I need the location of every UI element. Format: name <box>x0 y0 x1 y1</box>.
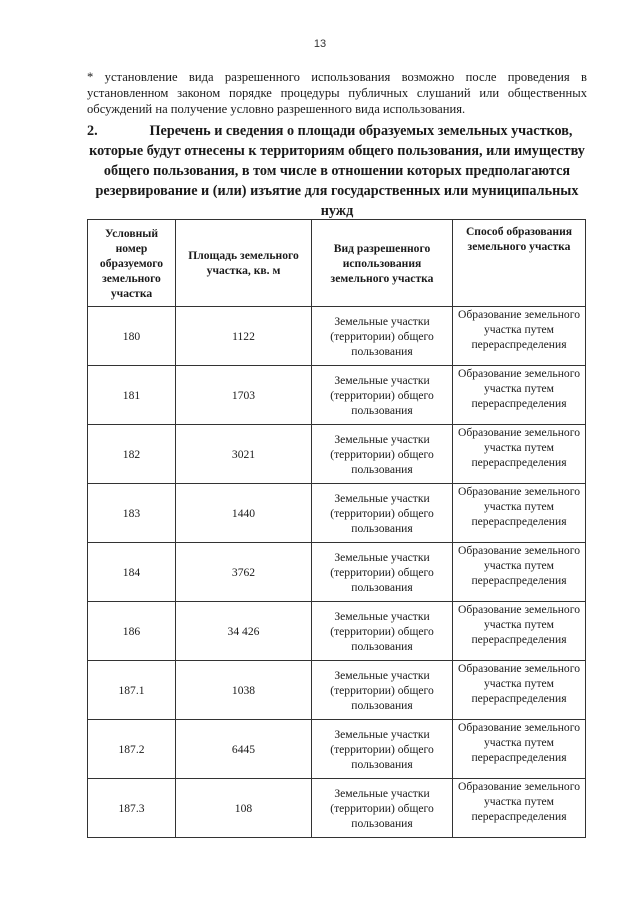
area-cell: 6445 <box>176 720 312 779</box>
parcel-number-cell: 187.3 <box>88 779 176 838</box>
table-row <box>88 661 586 720</box>
parcel-number-cell: 182 <box>88 425 176 484</box>
area-cell: 34 426 <box>176 602 312 661</box>
formation-method-cell: Образование земельного участка путем перераспределения <box>453 720 586 779</box>
section-heading <box>87 121 587 221</box>
parcel-number-cell: 186 <box>88 602 176 661</box>
formation-method-cell: Образование земельного участка путем перераспределения <box>453 425 586 484</box>
parcel-number-cell: 187.2 <box>88 720 176 779</box>
formation-method-cell: Образование земельного участка путем перераспределения <box>453 543 586 602</box>
parcels-table <box>87 219 586 838</box>
parcel-number-cell: 181 <box>88 366 176 425</box>
table-row <box>88 543 586 602</box>
permitted-use-cell: Земельные участки (территории) общего пользования <box>312 779 453 838</box>
permitted-use-cell: Земельные участки (территории) общего пользования <box>312 720 453 779</box>
parcel-number-cell: 180 <box>88 307 176 366</box>
table-row <box>88 425 586 484</box>
permitted-use-cell: Земельные участки (территории) общего пользования <box>312 661 453 720</box>
table-header-row <box>88 220 586 307</box>
formation-method-cell: Образование земельного участка путем перераспределения <box>453 484 586 543</box>
header-parcel-number: Условный номер образуемого земельного участка <box>88 220 176 307</box>
permitted-use-cell: Земельные участки (территории) общего пользования <box>312 484 453 543</box>
formation-method-cell: Образование земельного участка путем перераспределения <box>453 779 586 838</box>
table-row <box>88 720 586 779</box>
formation-method-cell: Образование земельного участка путем перераспределения <box>453 661 586 720</box>
section-number: 2. <box>87 123 98 139</box>
table-body <box>88 307 586 838</box>
area-cell: 1038 <box>176 661 312 720</box>
area-cell: 1440 <box>176 484 312 543</box>
table-row <box>88 779 586 838</box>
page-number: 13 <box>313 38 327 50</box>
header-area: Площадь земельного участка, кв. м <box>176 220 312 307</box>
table-row <box>88 484 586 543</box>
formation-method-cell: Образование земельного участка путем перераспределения <box>453 602 586 661</box>
parcel-number-cell: 187.1 <box>88 661 176 720</box>
permitted-use-cell: Земельные участки (территории) общего пользования <box>312 307 453 366</box>
permitted-use-cell: Земельные участки (территории) общего пользования <box>312 366 453 425</box>
permitted-use-cell: Земельные участки (территории) общего пользования <box>312 425 453 484</box>
table-row <box>88 602 586 661</box>
footnote: * установление вида разрешенного использования возможно после проведения в установленном законом порядке процедуры публичных слушаний или общественных обсуждений на получение условно разрешенного вида использования. <box>87 70 587 116</box>
table-row <box>88 307 586 366</box>
area-cell: 1703 <box>176 366 312 425</box>
parcel-number-cell: 183 <box>88 484 176 543</box>
header-permitted-use: Вид разрешенного использования земельного участка <box>312 220 453 307</box>
permitted-use-cell: Земельные участки (территории) общего пользования <box>312 602 453 661</box>
area-cell: 108 <box>176 779 312 838</box>
area-cell: 3762 <box>176 543 312 602</box>
parcel-number-cell: 184 <box>88 543 176 602</box>
header-formation-method: Способ образования земельного участка <box>453 220 586 307</box>
area-cell: 3021 <box>176 425 312 484</box>
formation-method-cell: Образование земельного участка путем перераспределения <box>453 366 586 425</box>
formation-method-cell: Образование земельного участка путем перераспределения <box>453 307 586 366</box>
area-cell: 1122 <box>176 307 312 366</box>
permitted-use-cell: Земельные участки (территории) общего пользования <box>312 543 453 602</box>
section-title: Перечень и сведения о площади образуемых земельных участков, которые будут отнесены к территориям общего пользования, или имуществу общего пользования, в том числе в отношении которых предполагаются резервирование и (или) изъятие для государственных или муниципальных нужд <box>89 123 585 219</box>
table-row <box>88 366 586 425</box>
